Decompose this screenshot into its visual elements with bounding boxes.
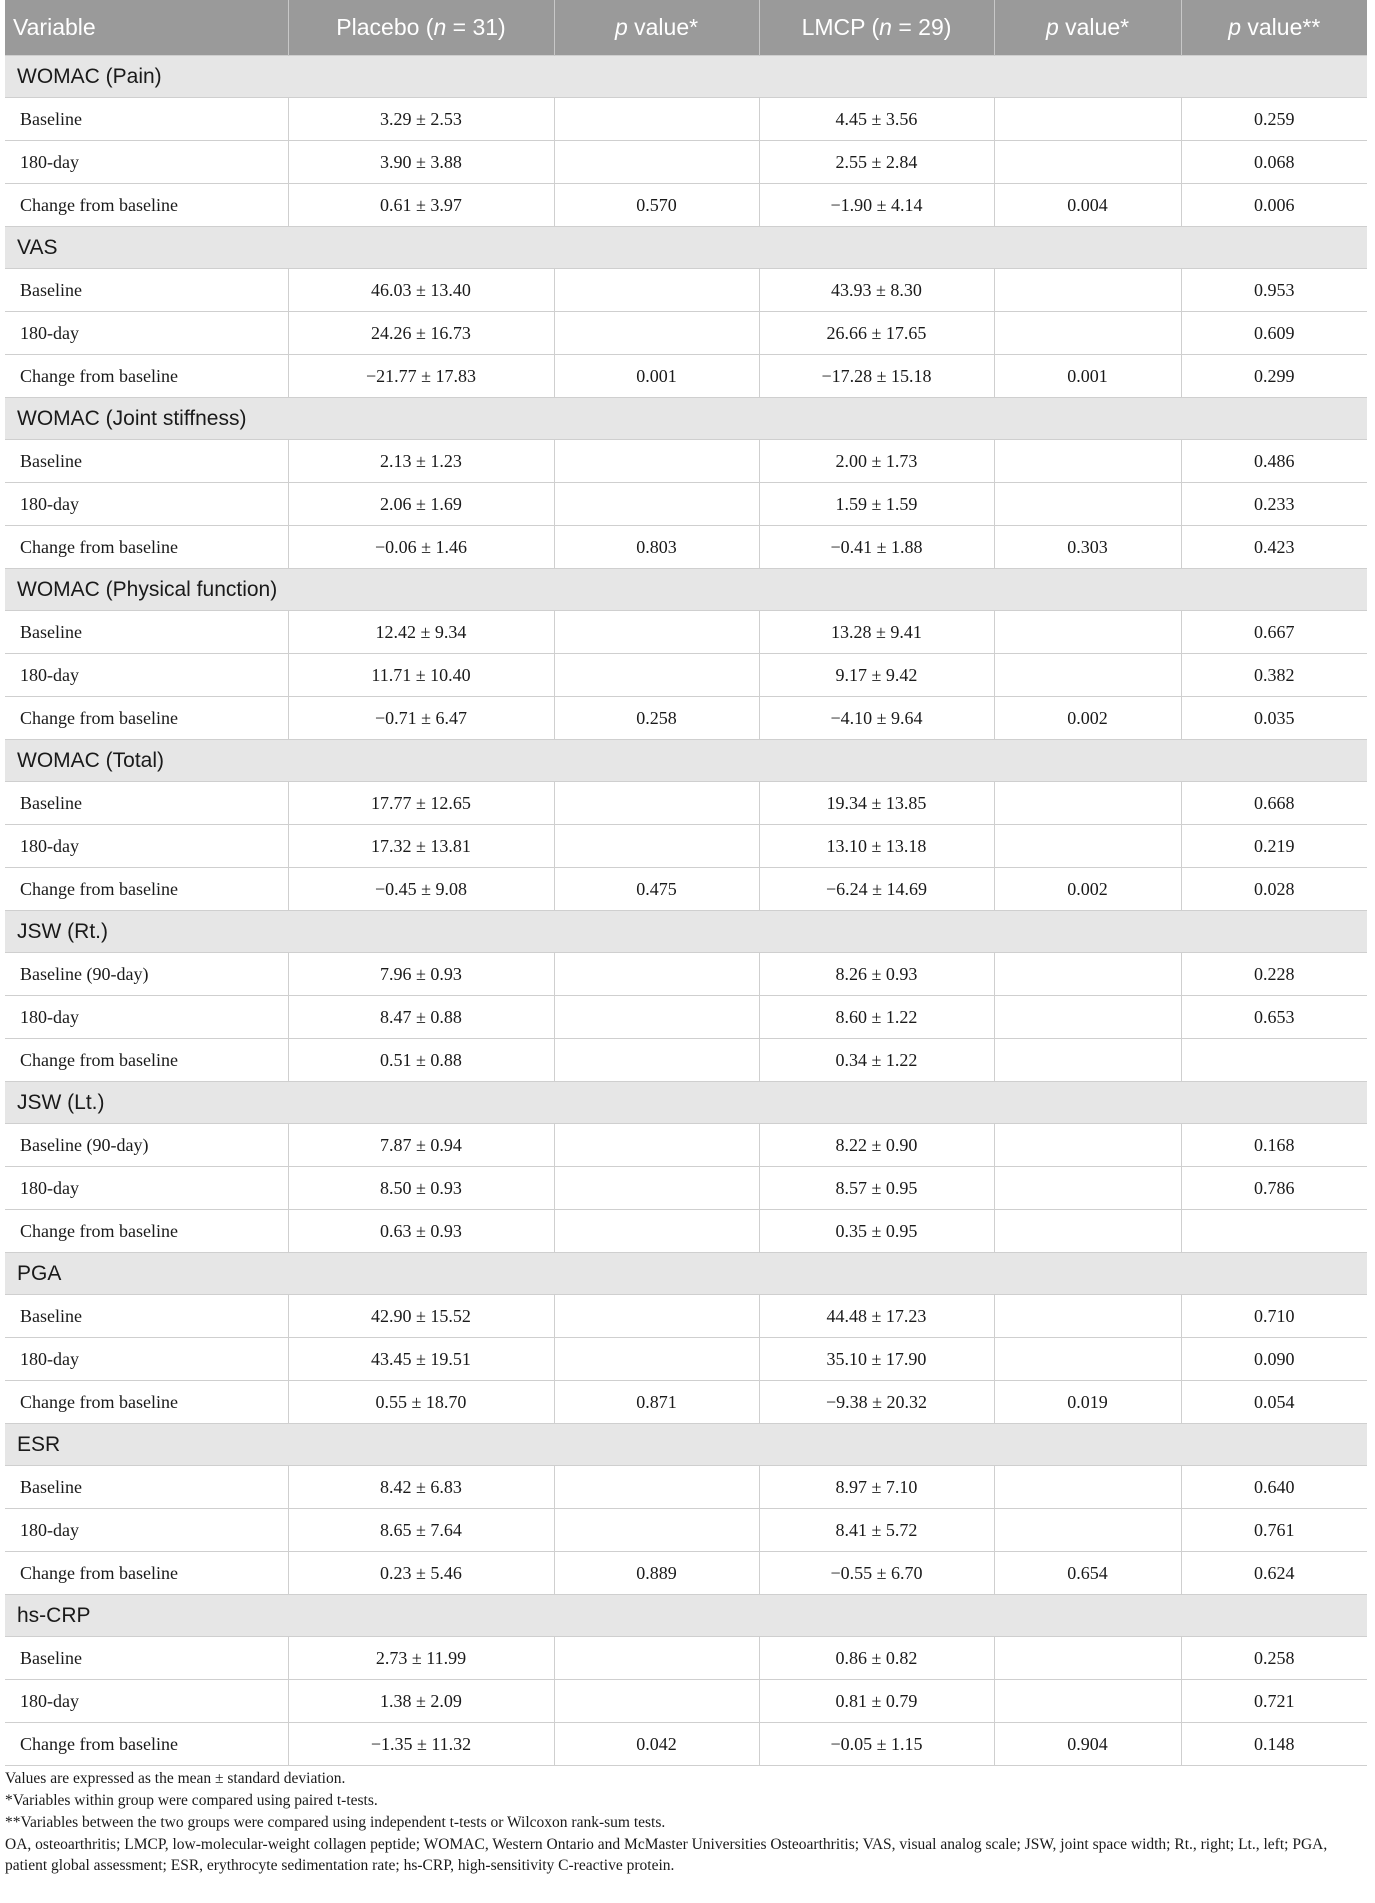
section-title: PGA xyxy=(5,1253,1367,1295)
table-row xyxy=(5,269,1367,312)
cell-placebo: 0.55 ± 18.70 xyxy=(288,1381,554,1424)
cell-p-value-placebo xyxy=(554,654,759,697)
cell-lmcp: 4.45 ± 3.56 xyxy=(759,98,994,141)
cell-lmcp: 0.34 ± 1.22 xyxy=(759,1039,994,1082)
cell-variable: Change from baseline xyxy=(5,184,288,227)
table-row xyxy=(5,1680,1367,1723)
cell-lmcp: 13.10 ± 13.18 xyxy=(759,825,994,868)
table-row xyxy=(5,1295,1367,1338)
cell-p-value-between xyxy=(1181,1210,1367,1253)
cell-p-value-placebo xyxy=(554,1210,759,1253)
table-row xyxy=(5,355,1367,398)
table-row xyxy=(5,697,1367,740)
cell-p-value-placebo xyxy=(554,1039,759,1082)
footnote-abbreviations: OA, osteoarthritis; LMCP, low-molecular-weight collagen peptide; WOMAC, Western Ontario and McMaster Universities Osteoarthritis; VAS, visual analog scale; JSW, joint space width; Rt., right; Lt., left; PGA, patient global assessment; ESR, erythrocyte sedimentation rate; hs-CRP, high-sensitivity C-reactive protein. xyxy=(5,1836,1328,1874)
table-row xyxy=(5,312,1367,355)
table-row xyxy=(5,141,1367,184)
cell-p-value-placebo: 0.871 xyxy=(554,1381,759,1424)
cell-placebo: 0.61 ± 3.97 xyxy=(288,184,554,227)
footnote-values: Values are expressed as the mean ± standard deviation. xyxy=(5,1770,346,1787)
header-placebo-text: Placebo (n = 31) xyxy=(336,14,506,40)
cell-p-value-placebo xyxy=(554,1167,759,1210)
cell-p-value-between: 0.382 xyxy=(1181,654,1367,697)
cell-variable: Change from baseline xyxy=(5,1210,288,1253)
cell-variable: Baseline (90-day) xyxy=(5,1124,288,1167)
cell-p-value-lmcp xyxy=(994,1124,1181,1167)
cell-lmcp: 26.66 ± 17.65 xyxy=(759,312,994,355)
cell-p-value-lmcp: 0.303 xyxy=(994,526,1181,569)
cell-variable: 180-day xyxy=(5,483,288,526)
header-lmcp: LMCP (n = 29) xyxy=(759,0,994,56)
cell-p-value-between: 0.148 xyxy=(1181,1723,1367,1766)
cell-placebo: 8.50 ± 0.93 xyxy=(288,1167,554,1210)
cell-p-value-lmcp: 0.654 xyxy=(994,1552,1181,1595)
cell-variable: 180-day xyxy=(5,654,288,697)
cell-p-value-lmcp xyxy=(994,1509,1181,1552)
cell-lmcp: 0.86 ± 0.82 xyxy=(759,1637,994,1680)
cell-p-value-between: 0.035 xyxy=(1181,697,1367,740)
cell-placebo: 7.96 ± 0.93 xyxy=(288,953,554,996)
cell-placebo: 1.38 ± 2.09 xyxy=(288,1680,554,1723)
table-row xyxy=(5,1039,1367,1082)
results-table xyxy=(5,0,1367,1766)
cell-variable: Baseline (90-day) xyxy=(5,953,288,996)
cell-p-value-between: 0.953 xyxy=(1181,269,1367,312)
section-row xyxy=(5,1253,1367,1295)
section-row xyxy=(5,1424,1367,1466)
cell-variable: Change from baseline xyxy=(5,355,288,398)
cell-p-value-lmcp xyxy=(994,1167,1181,1210)
cell-p-value-lmcp: 0.001 xyxy=(994,355,1181,398)
cell-p-value-placebo xyxy=(554,312,759,355)
cell-p-value-placebo xyxy=(554,141,759,184)
cell-p-value-lmcp xyxy=(994,98,1181,141)
header-placebo xyxy=(288,0,554,56)
cell-placebo: −0.06 ± 1.46 xyxy=(288,526,554,569)
section-row xyxy=(5,569,1367,611)
cell-variable: Baseline xyxy=(5,1466,288,1509)
cell-lmcp: −17.28 ± 15.18 xyxy=(759,355,994,398)
cell-p-value-placebo xyxy=(554,1637,759,1680)
cell-placebo: 8.65 ± 7.64 xyxy=(288,1509,554,1552)
header-p-value-lmcp: p value* xyxy=(994,0,1181,56)
table-row xyxy=(5,1381,1367,1424)
cell-placebo: 42.90 ± 15.52 xyxy=(288,1295,554,1338)
footnote-between-group: **Variables between the two groups were compared using independent t-tests or Wilcoxon rank-sum tests. xyxy=(5,1814,666,1831)
table-row xyxy=(5,825,1367,868)
table-row xyxy=(5,483,1367,526)
cell-p-value-between: 0.653 xyxy=(1181,996,1367,1039)
cell-lmcp: 8.60 ± 1.22 xyxy=(759,996,994,1039)
cell-p-value-placebo xyxy=(554,269,759,312)
cell-p-value-between: 0.721 xyxy=(1181,1680,1367,1723)
cell-p-value-between: 0.233 xyxy=(1181,483,1367,526)
cell-placebo: 3.90 ± 3.88 xyxy=(288,141,554,184)
cell-p-value-lmcp xyxy=(994,782,1181,825)
cell-placebo: 46.03 ± 13.40 xyxy=(288,269,554,312)
section-title: WOMAC (Total) xyxy=(5,740,1367,782)
cell-lmcp: 8.22 ± 0.90 xyxy=(759,1124,994,1167)
section-row xyxy=(5,911,1367,953)
cell-lmcp: −1.90 ± 4.14 xyxy=(759,184,994,227)
cell-lmcp: 2.55 ± 2.84 xyxy=(759,141,994,184)
cell-placebo: 7.87 ± 0.94 xyxy=(288,1124,554,1167)
cell-variable: Baseline xyxy=(5,98,288,141)
cell-p-value-placebo: 0.258 xyxy=(554,697,759,740)
cell-p-value-placebo xyxy=(554,825,759,868)
table-row xyxy=(5,953,1367,996)
cell-p-value-lmcp: 0.002 xyxy=(994,697,1181,740)
cell-p-value-lmcp: 0.004 xyxy=(994,184,1181,227)
cell-p-value-placebo xyxy=(554,1295,759,1338)
table-row xyxy=(5,868,1367,911)
cell-variable: Change from baseline xyxy=(5,697,288,740)
cell-p-value-between: 0.299 xyxy=(1181,355,1367,398)
section-title: WOMAC (Pain) xyxy=(5,56,1367,98)
cell-lmcp: 8.97 ± 7.10 xyxy=(759,1466,994,1509)
table-row xyxy=(5,98,1367,141)
cell-p-value-lmcp xyxy=(994,269,1181,312)
cell-p-value-placebo: 0.570 xyxy=(554,184,759,227)
cell-lmcp: −0.05 ± 1.15 xyxy=(759,1723,994,1766)
cell-p-value-placebo xyxy=(554,1680,759,1723)
section-title: VAS xyxy=(5,227,1367,269)
table-row xyxy=(5,1167,1367,1210)
cell-p-value-placebo xyxy=(554,98,759,141)
cell-p-value-lmcp xyxy=(994,440,1181,483)
cell-placebo: 3.29 ± 2.53 xyxy=(288,98,554,141)
cell-p-value-placebo xyxy=(554,1509,759,1552)
cell-p-value-between: 0.028 xyxy=(1181,868,1367,911)
cell-lmcp: 2.00 ± 1.73 xyxy=(759,440,994,483)
cell-lmcp: 8.57 ± 0.95 xyxy=(759,1167,994,1210)
cell-lmcp: 13.28 ± 9.41 xyxy=(759,611,994,654)
cell-lmcp: 0.35 ± 0.95 xyxy=(759,1210,994,1253)
cell-variable: Change from baseline xyxy=(5,1723,288,1766)
cell-p-value-between: 0.054 xyxy=(1181,1381,1367,1424)
cell-lmcp: 35.10 ± 17.90 xyxy=(759,1338,994,1381)
table-row xyxy=(5,184,1367,227)
section-row xyxy=(5,1082,1367,1124)
cell-lmcp: 43.93 ± 8.30 xyxy=(759,269,994,312)
cell-variable: Baseline xyxy=(5,1637,288,1680)
cell-lmcp: −0.55 ± 6.70 xyxy=(759,1552,994,1595)
header-p-value-placebo: p value* xyxy=(554,0,759,56)
header-variable: Variable xyxy=(5,0,288,56)
table-row xyxy=(5,1637,1367,1680)
footnote-within-group: *Variables within group were compared using paired t-tests. xyxy=(5,1792,378,1809)
cell-p-value-lmcp xyxy=(994,1338,1181,1381)
header-row xyxy=(5,0,1367,56)
cell-p-value-lmcp xyxy=(994,312,1181,355)
cell-placebo: 0.23 ± 5.46 xyxy=(288,1552,554,1595)
cell-placebo: 0.51 ± 0.88 xyxy=(288,1039,554,1082)
cell-p-value-between: 0.068 xyxy=(1181,141,1367,184)
cell-p-value-placebo xyxy=(554,996,759,1039)
cell-variable: Change from baseline xyxy=(5,868,288,911)
cell-placebo: 2.06 ± 1.69 xyxy=(288,483,554,526)
cell-p-value-lmcp xyxy=(994,611,1181,654)
cell-p-value-placebo xyxy=(554,782,759,825)
cell-p-value-between xyxy=(1181,1039,1367,1082)
cell-p-value-between: 0.761 xyxy=(1181,1509,1367,1552)
cell-p-value-placebo: 0.042 xyxy=(554,1723,759,1766)
cell-p-value-lmcp xyxy=(994,483,1181,526)
cell-p-value-lmcp xyxy=(994,825,1181,868)
cell-p-value-between: 0.219 xyxy=(1181,825,1367,868)
section-title: WOMAC (Joint stiffness) xyxy=(5,398,1367,440)
cell-p-value-lmcp xyxy=(994,1466,1181,1509)
table-body xyxy=(5,56,1367,1766)
cell-variable: 180-day xyxy=(5,996,288,1039)
cell-placebo: 43.45 ± 19.51 xyxy=(288,1338,554,1381)
table-row xyxy=(5,526,1367,569)
cell-p-value-between: 0.090 xyxy=(1181,1338,1367,1381)
cell-lmcp: 1.59 ± 1.59 xyxy=(759,483,994,526)
results-table-container xyxy=(5,0,1367,1766)
cell-placebo: 12.42 ± 9.34 xyxy=(288,611,554,654)
cell-p-value-between: 0.006 xyxy=(1181,184,1367,227)
cell-lmcp: −6.24 ± 14.69 xyxy=(759,868,994,911)
cell-p-value-placebo: 0.001 xyxy=(554,355,759,398)
cell-p-value-lmcp xyxy=(994,1680,1181,1723)
cell-variable: Change from baseline xyxy=(5,526,288,569)
section-title: ESR xyxy=(5,1424,1367,1466)
cell-placebo: 8.47 ± 0.88 xyxy=(288,996,554,1039)
section-row xyxy=(5,56,1367,98)
section-title: hs-CRP xyxy=(5,1595,1367,1637)
cell-p-value-between: 0.667 xyxy=(1181,611,1367,654)
cell-p-value-lmcp xyxy=(994,654,1181,697)
cell-p-value-between: 0.640 xyxy=(1181,1466,1367,1509)
cell-lmcp: 0.81 ± 0.79 xyxy=(759,1680,994,1723)
cell-placebo: −21.77 ± 17.83 xyxy=(288,355,554,398)
cell-placebo: 17.32 ± 13.81 xyxy=(288,825,554,868)
cell-variable: 180-day xyxy=(5,312,288,355)
cell-placebo: 2.73 ± 11.99 xyxy=(288,1637,554,1680)
cell-p-value-between: 0.710 xyxy=(1181,1295,1367,1338)
cell-p-value-lmcp xyxy=(994,1637,1181,1680)
cell-p-value-placebo xyxy=(554,483,759,526)
cell-p-value-placebo: 0.803 xyxy=(554,526,759,569)
cell-p-value-lmcp: 0.002 xyxy=(994,868,1181,911)
cell-variable: 180-day xyxy=(5,1509,288,1552)
cell-variable: Baseline xyxy=(5,611,288,654)
cell-p-value-placebo: 0.475 xyxy=(554,868,759,911)
cell-placebo: −0.71 ± 6.47 xyxy=(288,697,554,740)
cell-placebo: 24.26 ± 16.73 xyxy=(288,312,554,355)
cell-variable: Change from baseline xyxy=(5,1381,288,1424)
table-row xyxy=(5,654,1367,697)
table-row xyxy=(5,1552,1367,1595)
table-row xyxy=(5,1723,1367,1766)
footnotes xyxy=(5,1768,1367,1877)
cell-lmcp: −4.10 ± 9.64 xyxy=(759,697,994,740)
section-title: JSW (Lt.) xyxy=(5,1082,1367,1124)
cell-p-value-placebo xyxy=(554,953,759,996)
table-row xyxy=(5,782,1367,825)
cell-variable: 180-day xyxy=(5,1167,288,1210)
cell-p-value-placebo: 0.889 xyxy=(554,1552,759,1595)
cell-p-value-between: 0.258 xyxy=(1181,1637,1367,1680)
cell-variable: Change from baseline xyxy=(5,1039,288,1082)
section-row xyxy=(5,398,1367,440)
cell-p-value-lmcp xyxy=(994,141,1181,184)
cell-variable: Baseline xyxy=(5,1295,288,1338)
cell-variable: 180-day xyxy=(5,141,288,184)
header-p-value-between: p value** xyxy=(1181,0,1367,56)
cell-lmcp: −9.38 ± 20.32 xyxy=(759,1381,994,1424)
section-row xyxy=(5,1595,1367,1637)
cell-placebo: 2.13 ± 1.23 xyxy=(288,440,554,483)
cell-p-value-lmcp xyxy=(994,953,1181,996)
cell-variable: 180-day xyxy=(5,1338,288,1381)
section-row xyxy=(5,740,1367,782)
table-row xyxy=(5,1509,1367,1552)
cell-p-value-between: 0.786 xyxy=(1181,1167,1367,1210)
cell-placebo: 11.71 ± 10.40 xyxy=(288,654,554,697)
cell-p-value-lmcp xyxy=(994,996,1181,1039)
cell-p-value-placebo xyxy=(554,440,759,483)
cell-variable: 180-day xyxy=(5,1680,288,1723)
table-row xyxy=(5,1466,1367,1509)
cell-p-value-placebo xyxy=(554,1338,759,1381)
cell-lmcp: 19.34 ± 13.85 xyxy=(759,782,994,825)
cell-p-value-placebo xyxy=(554,1124,759,1167)
cell-placebo: 17.77 ± 12.65 xyxy=(288,782,554,825)
cell-p-value-between: 0.668 xyxy=(1181,782,1367,825)
cell-p-value-between: 0.259 xyxy=(1181,98,1367,141)
table-header xyxy=(5,0,1367,56)
section-title: WOMAC (Physical function) xyxy=(5,569,1367,611)
table-row xyxy=(5,1338,1367,1381)
cell-lmcp: −0.41 ± 1.88 xyxy=(759,526,994,569)
cell-lmcp: 8.41 ± 5.72 xyxy=(759,1509,994,1552)
cell-p-value-between: 0.168 xyxy=(1181,1124,1367,1167)
cell-p-value-lmcp xyxy=(994,1295,1181,1338)
cell-p-value-lmcp: 0.019 xyxy=(994,1381,1181,1424)
cell-variable: Baseline xyxy=(5,782,288,825)
cell-p-value-lmcp: 0.904 xyxy=(994,1723,1181,1766)
table-row xyxy=(5,996,1367,1039)
cell-p-value-placebo xyxy=(554,1466,759,1509)
cell-p-value-between: 0.486 xyxy=(1181,440,1367,483)
cell-p-value-between: 0.423 xyxy=(1181,526,1367,569)
table-row xyxy=(5,1124,1367,1167)
cell-variable: Change from baseline xyxy=(5,1552,288,1595)
cell-placebo: −1.35 ± 11.32 xyxy=(288,1723,554,1766)
cell-lmcp: 9.17 ± 9.42 xyxy=(759,654,994,697)
table-row xyxy=(5,440,1367,483)
table-row xyxy=(5,611,1367,654)
cell-placebo: −0.45 ± 9.08 xyxy=(288,868,554,911)
table-row xyxy=(5,1210,1367,1253)
cell-lmcp: 44.48 ± 17.23 xyxy=(759,1295,994,1338)
cell-variable: Baseline xyxy=(5,269,288,312)
cell-p-value-between: 0.228 xyxy=(1181,953,1367,996)
section-title: JSW (Rt.) xyxy=(5,911,1367,953)
cell-variable: Baseline xyxy=(5,440,288,483)
cell-p-value-placebo xyxy=(554,611,759,654)
cell-p-value-between: 0.624 xyxy=(1181,1552,1367,1595)
cell-p-value-lmcp xyxy=(994,1210,1181,1253)
cell-p-value-lmcp xyxy=(994,1039,1181,1082)
cell-lmcp: 8.26 ± 0.93 xyxy=(759,953,994,996)
cell-placebo: 0.63 ± 0.93 xyxy=(288,1210,554,1253)
cell-placebo: 8.42 ± 6.83 xyxy=(288,1466,554,1509)
section-row xyxy=(5,227,1367,269)
cell-p-value-between: 0.609 xyxy=(1181,312,1367,355)
cell-variable: 180-day xyxy=(5,825,288,868)
